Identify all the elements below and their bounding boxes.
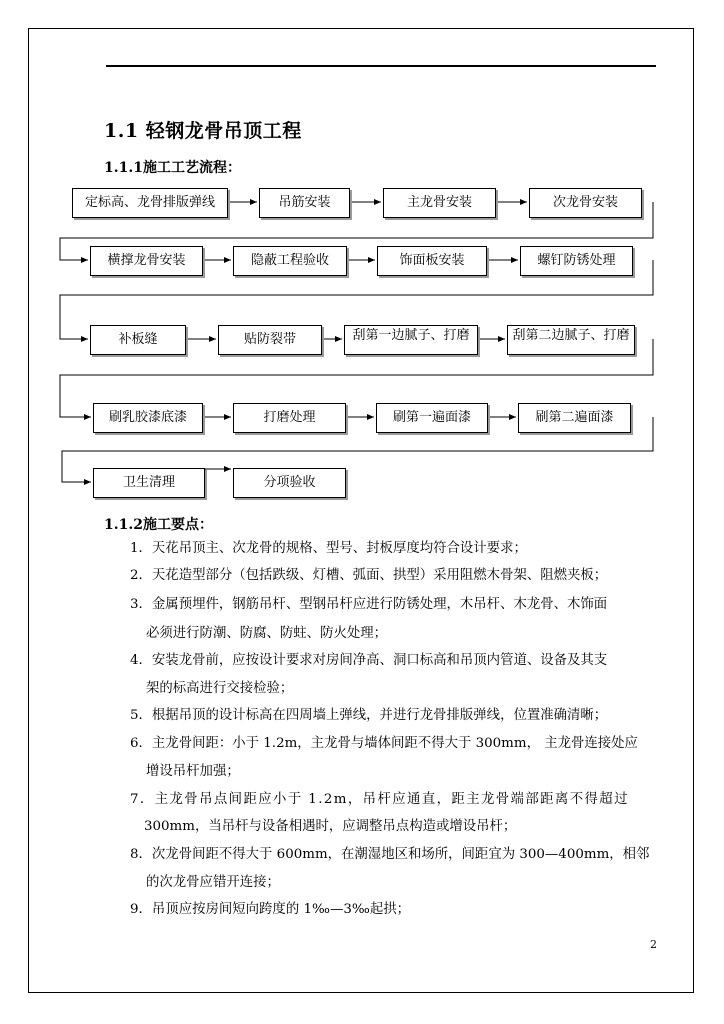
key-point-3: 3．金属预埋件，钢筋吊杆、型钢吊杆应进行防锈处理，木吊杆、木龙骨、木饰面 (130, 597, 608, 612)
flow-step-primer: 刷乳胶漆底漆 (93, 403, 203, 433)
key-point-4-cont: 架的标高进行交接检验； (146, 681, 294, 696)
flow-step-first-topcoat: 刷第一遍面漆 (376, 403, 488, 433)
flow-step-secondary-keel: 次龙骨安装 (529, 188, 642, 218)
section-title: 轻钢龙骨吊顶工程 (145, 120, 302, 142)
flow-step-mark-elevation: 定标高、龙骨排版弹线 (72, 188, 228, 218)
flow-step-putty-first: 刮第一边腻子、打磨 (344, 325, 478, 355)
flow-step-sanding: 打磨处理 (233, 403, 346, 433)
flow-step-cleanup: 卫生清理 (93, 468, 205, 498)
subsection-number: 1.1.2 (104, 517, 143, 533)
subsection-title: 施工工艺流程： (142, 160, 241, 176)
flow-step-fill-seams: 补板缝 (90, 325, 186, 355)
flow-step-panel-install: 饰面板安装 (377, 246, 487, 276)
subsection-heading-key-points (104, 514, 213, 534)
page-number: 2 (650, 938, 657, 951)
key-point-8: 8．次龙骨间距不得大于 600mm，在潮湿地区和场所，间距宜为 300—400mm，相邻 (130, 847, 650, 862)
flow-step-main-keel: 主龙骨安装 (383, 188, 496, 218)
subsection-title: 施工要点： (142, 517, 213, 533)
flow-step-concealed-inspection: 隐蔽工程验收 (233, 246, 347, 276)
key-point-9: 9．吊顶应按房间短向跨度的 1‰—3‰起拱； (130, 902, 410, 917)
subsection-number: 1.1.1 (104, 160, 143, 176)
flow-step-crack-tape: 贴防裂带 (218, 325, 322, 355)
key-point-1: 1．天花吊顶主、次龙骨的规格、型号、封板厚度均符合设计要求； (130, 541, 527, 556)
key-point-8-cont: 的次龙骨应错开连接； (146, 875, 280, 890)
flow-step-cross-keel: 横撑龙骨安装 (90, 246, 203, 276)
key-point-4: 4．安装龙骨前，应按设计要求对房间净高、洞口标高和吊顶内管道、设备及其支 (130, 653, 608, 668)
section-number: 1.1 (104, 120, 139, 142)
flow-step-putty-second: 刮第二边腻子、打磨 (507, 325, 635, 355)
flow-step-acceptance: 分项验收 (233, 468, 346, 498)
key-point-7-cont: 300mm，当吊杆与设备相遇时，应调整吊点构造或增设吊杆； (144, 819, 517, 834)
key-point-5: 5．根据吊顶的设计标高在四周墙上弹线，并进行龙骨排版弹线，位置准确清晰； (130, 708, 608, 723)
key-point-6-cont: 增设吊杆加强； (146, 764, 240, 779)
flow-step-hanger-install: 吊筋安装 (259, 188, 350, 218)
flow-step-screw-rustproof: 螺钉防锈处理 (520, 246, 633, 276)
key-point-7: 7．主龙骨吊点间距应小于 1.2m，吊杆应通直，距主龙骨端部距离不得超过 (130, 792, 629, 807)
flow-step-second-topcoat: 刷第二遍面漆 (518, 403, 631, 433)
arrow-r5-1 (205, 469, 231, 482)
key-point-3-cont: 必须进行防潮、防腐、防蛀、防火处理； (146, 626, 388, 641)
key-point-6: 6．主龙骨间距：小于 1.2m，主龙骨与墙体间距不得大于 300mm， 主龙骨连接处应 (130, 736, 638, 751)
key-point-2: 2．天花造型部分（包括跌级、灯槽、弧面、拱型）采用阻燃木骨架、阻燃夹板； (130, 568, 608, 583)
